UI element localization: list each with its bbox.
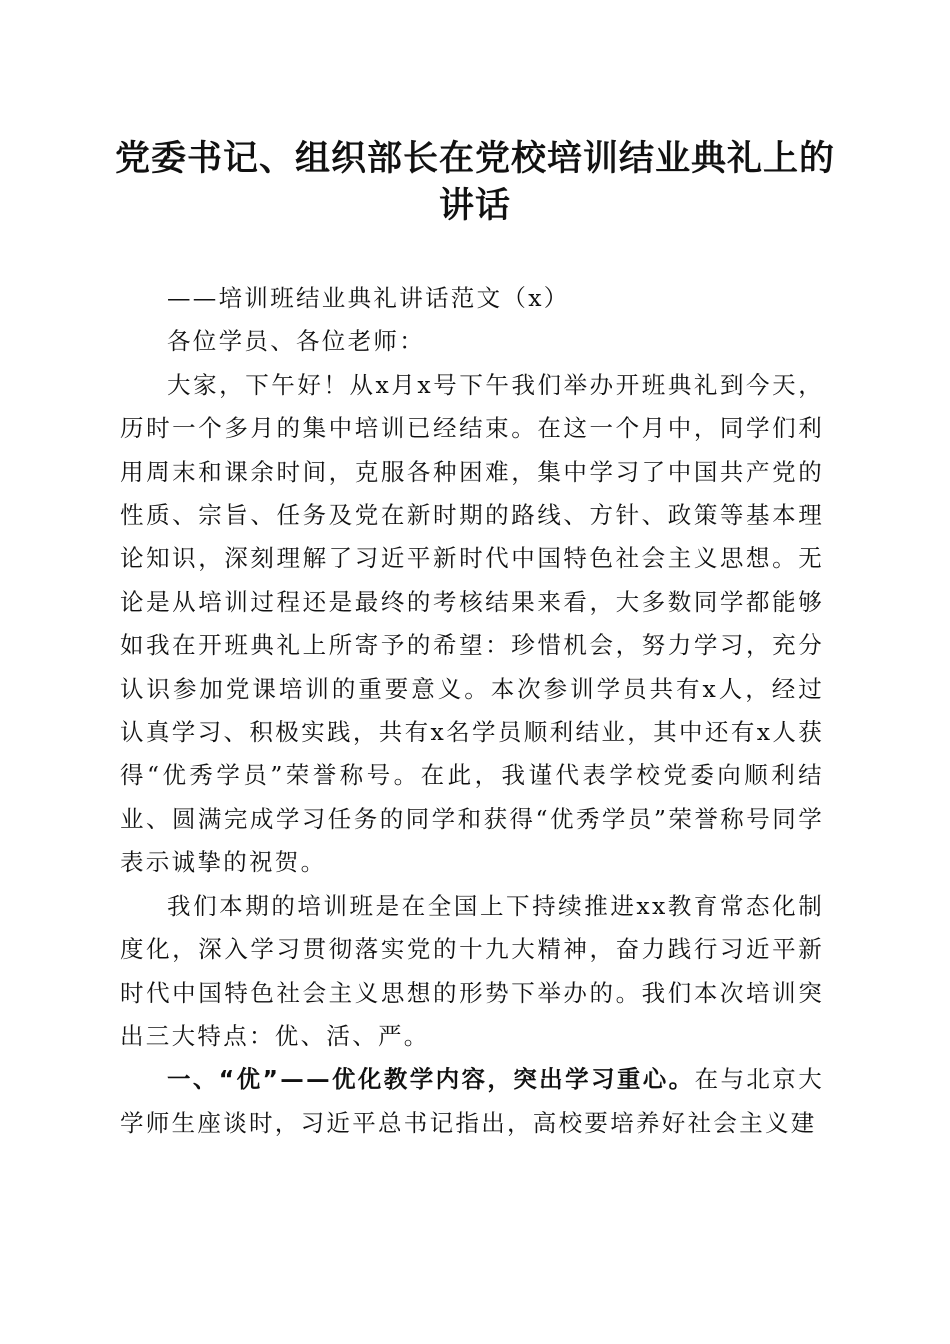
document-body	[120, 277, 824, 1145]
document-title	[110, 135, 840, 229]
subtitle: ——培训班结业典礼讲话范文（x）	[167, 284, 570, 312]
salutation: 各位学员、各位老师：	[167, 327, 425, 356]
paragraph-2: 我们本期的培训班是在全国上下持续推进xx教育常态化制度化，深入学习贯彻落实党的十九大精神，奋力践行习近平新时代中国特色社会主义思想的形势下举办的。我们本次培训突出三大特点：优、活、严。	[120, 891, 824, 1050]
section-1-heading: 一、“优”——优化教学内容，突出学习重心。	[167, 1065, 695, 1094]
section-1-text: 在与北京大学师生座谈时，习近平总书记指出，高校要培养好社会主义建	[120, 1065, 824, 1137]
title-line-2: 讲话	[438, 185, 511, 226]
paragraph-1: 大家，下午好！从x月x号下午我们举办开班典礼到今天，历时一个多月的集中培训已经结束。在这一个月中，同学们利用周末和课余时间，克服各种困难，集中学习了中国共产党的性质、宗旨、任务及党在新时期的路线、方针、政策等基本理论知识，深刻理解了习近平新时代中国特色社会主义思想。无论是从培训过程还是最终的考核结果来看，大多数同学都能够如我在开班典礼上所寄予的希望：珍惜机会，努力学习，充分认识参加党课培训的重要意义。本次参训学员共有x人，经过认真学习、积极实践，共有x名学员顺利结业，其中还有x人获得“优秀学员”荣誉称号。在此，我谨代表学校党委向顺利结业、圆满完成学习任务的同学和获得“优秀学员”荣誉称号同学表示诚挚的祝贺。	[120, 370, 824, 877]
title-line-1: 党委书记、组织部长在党校培训结业典礼上的	[114, 138, 835, 179]
section-1-paragraph	[120, 1058, 824, 1145]
